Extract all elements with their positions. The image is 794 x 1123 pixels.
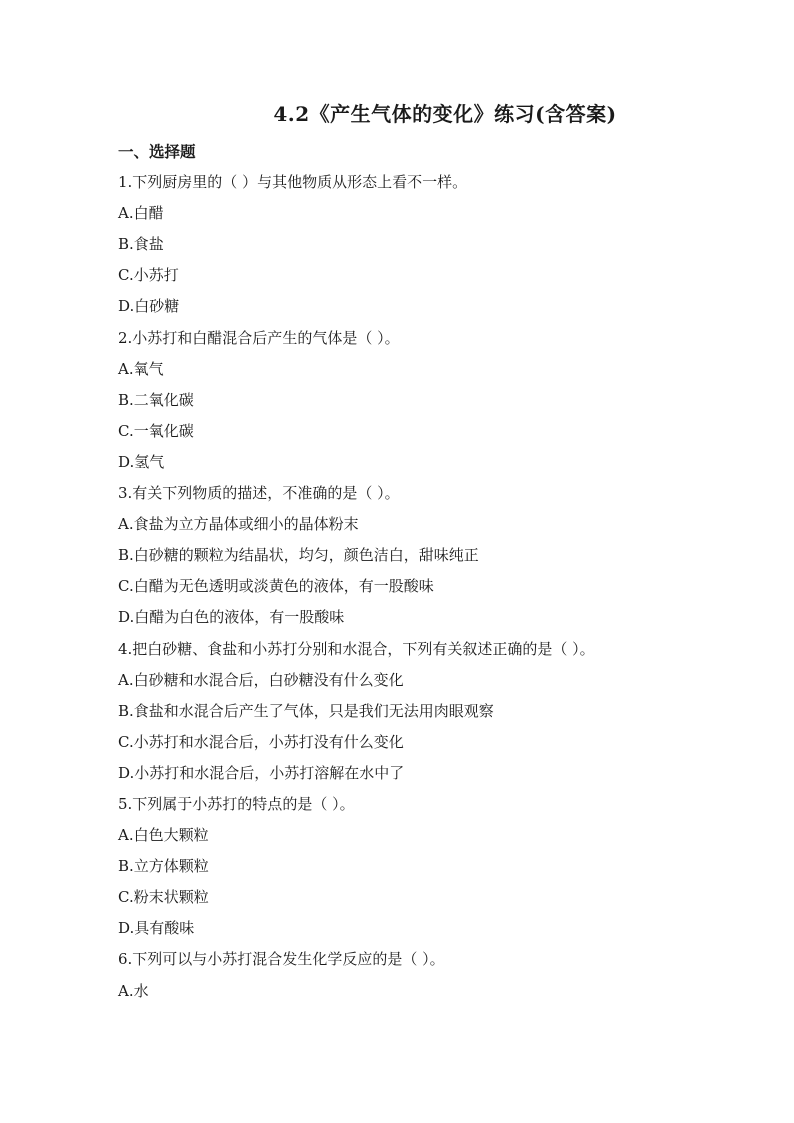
question-text: 3.有关下列物质的描述，不准确的是（ ）。 bbox=[118, 484, 400, 503]
question-text: 6.下列可以与小苏打混合发生化学反应的是（ ）。 bbox=[118, 950, 445, 969]
question-text: 4.把白砂糖、食盐和小苏打分别和水混合，下列有关叙述正确的是（ ）。 bbox=[118, 639, 595, 658]
option-d: D.氢气 bbox=[118, 452, 165, 471]
document-body bbox=[118, 136, 738, 1007]
option-b: B.二氧化碳 bbox=[118, 390, 194, 409]
option-a: A.食盐为立方晶体或细小的晶体粉末 bbox=[118, 515, 359, 534]
option-c: C.小苏打 bbox=[118, 266, 179, 285]
question-6 bbox=[118, 944, 738, 1006]
option-a: A.白砂糖和水混合后，白砂糖没有什么变化 bbox=[118, 670, 404, 689]
section-heading: 一、选择题 bbox=[118, 142, 196, 161]
option-d: D.具有酸味 bbox=[118, 919, 195, 938]
option-c: C.粉末状颗粒 bbox=[118, 888, 209, 907]
option-d: D.白砂糖 bbox=[118, 297, 180, 316]
option-c: C.一氧化碳 bbox=[118, 421, 194, 440]
option-c: C.小苏打和水混合后，小苏打没有什么变化 bbox=[118, 732, 404, 751]
option-a: A.水 bbox=[118, 981, 149, 1000]
option-d: D.白醋为白色的液体，有一股酸味 bbox=[118, 608, 345, 627]
question-4 bbox=[118, 634, 738, 789]
option-c: C.白醋为无色透明或淡黄色的液体，有一股酸味 bbox=[118, 577, 434, 596]
question-3 bbox=[118, 478, 738, 633]
question-text: 2.小苏打和白醋混合后产生的气体是（ ）。 bbox=[118, 328, 400, 347]
option-a: A.白色大颗粒 bbox=[118, 826, 209, 845]
question-1 bbox=[118, 167, 738, 322]
option-b: B.白砂糖的颗粒为结晶状，均匀，颜色洁白，甜味纯正 bbox=[118, 546, 479, 565]
question-text: 5.下列属于小苏打的特点的是（ ）。 bbox=[118, 794, 355, 813]
option-b: B.食盐 bbox=[118, 235, 164, 254]
option-d: D.小苏打和水混合后，小苏打溶解在水中了 bbox=[118, 763, 405, 782]
option-b: B.立方体颗粒 bbox=[118, 857, 209, 876]
option-a: A.白醋 bbox=[118, 204, 164, 223]
question-text: 1.下列厨房里的（ ）与其他物质从形态上看不一样。 bbox=[118, 173, 468, 192]
option-b: B.食盐和水混合后产生了气体，只是我们无法用肉眼观察 bbox=[118, 701, 494, 720]
option-a: A.氧气 bbox=[118, 359, 164, 378]
question-5 bbox=[118, 789, 738, 944]
document-title: 4.2《产生气体的变化》练习(含答案) bbox=[273, 102, 617, 126]
question-2 bbox=[118, 323, 738, 478]
